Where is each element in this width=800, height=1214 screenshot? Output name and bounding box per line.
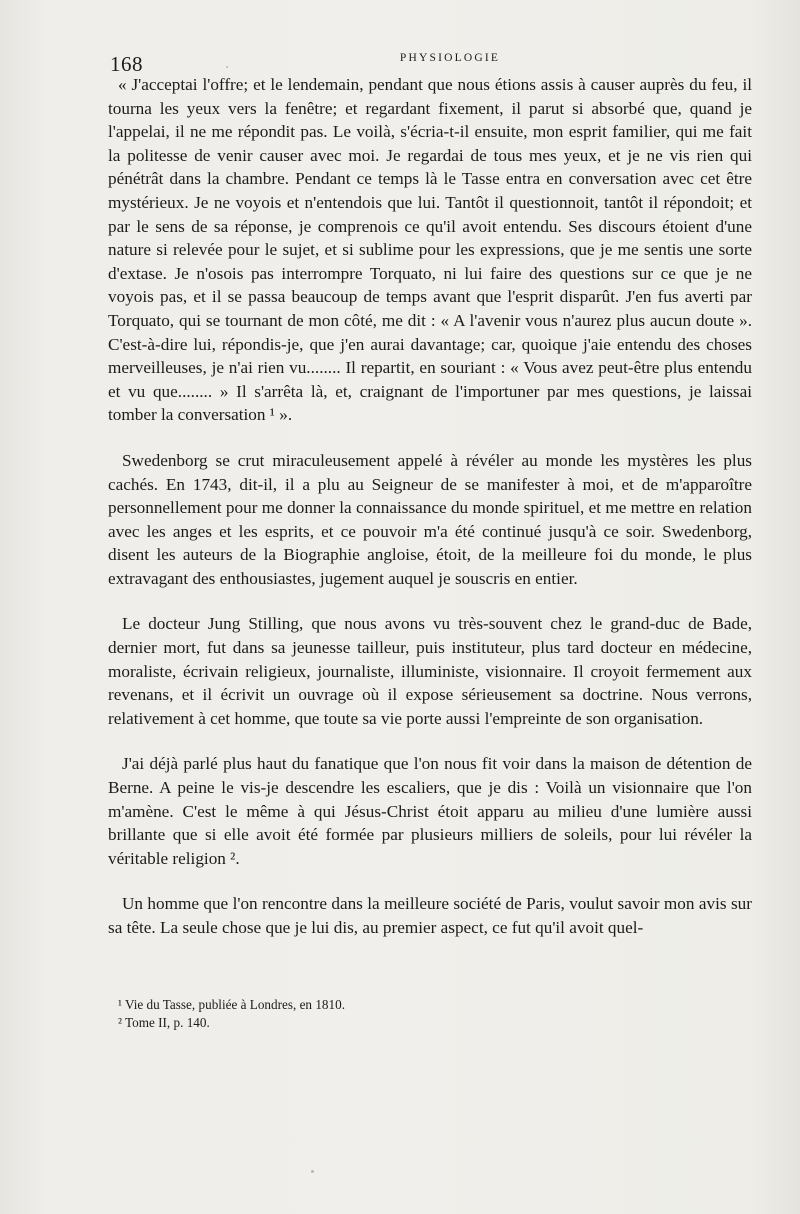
paragraph-berne-visionary: J'ai déjà parlé plus haut du fanatique que l'on nous fit voir dans la maison de détention de Berne. A peine le vis-je descendre les escaliers, que je dis : Voilà un visionnaire que l'on m'amène. C'est le même à qui Jésus-Christ étoit apparu au milieu d'une lumière aussi brillante que si elle avoit été formée par plusieurs milliers de soleils, pour lui révéler la véritable religion ². xyxy=(108,754,752,868)
footnote-1: ¹ Vie du Tasse, publiée à Londres, en 1810. xyxy=(118,997,345,1012)
page-header xyxy=(110,46,750,76)
paper-speck xyxy=(311,1170,314,1173)
paragraph-tasso-quote: « J'acceptai l'offre; et le lendemain, pendant que nous étions assis à causer auprès du feu, il tourna les yeux vers la fenêtre; et regardant fixement, il parut si absorbé que, quand je l'appelai, il ne me répondit pas. Le voilà, s'écria-t-il ensuite, mon esprit familier, qui me fait la politesse de venir causer avec moi. Je regardai de tous mes yeux, et je ne vis rien qui pénétrât dans la chambre. Pendant ce temps là le Tasse entra en conversation avec cet être mystérieux. Je ne voyois et n'entendois que lui. Tantôt il questionnoit, tantôt il répondoit; et par le sens de sa réponse, je comprenois ce qu'il avoit entendu. Ses discours étoient d'une nature si relevée pour le sujet, et si sublime pour les expressions, que je me sentis une sorte d'extase. Je n'osois pas interrompre Torquato, ni lui faire des questions sur ce que je ne voyois pas, et il se passa beaucoup de temps avant que l'esprit disparût. J'en fus averti par Torquato, qui se tournant de mon côté, me dit : « A l'avenir vous n'aurez plus aucun doute ». C'est-à-dire lui, répondis-je, que j'en aurai davantage; car, quoique j'aie entendu des choses merveilleuses, je n'ai rien vu........ Il repartit, en souriant : « Vous avez peut-être plus entendu et vu que........ » Il s'arrêta là, et, craignant de l'importuner par mes questions, je laissai tomber la conversation ¹ ». xyxy=(108,75,752,425)
footnote-2: ² Tome II, p. 140. xyxy=(118,1015,210,1030)
paragraph-swedenborg: Swedenborg se crut miraculeusement appelé à révéler au monde les mystères les plus cachés. En 1743, dit-il, il a plu au Seigneur de se manifester à moi, et de m'apparoître personnellement pour me donner la connaissance du monde spirituel, et me mettre en relation avec les anges et les esprits, et ce pouvoir m'a été continué jusqu'à ce soir. Swedenborg, disent les auteurs de la Biographie angloise, étoit, de la meilleure foi du monde, le plus extravagant des enthousiastes, jugement auquel je souscris en entier. xyxy=(108,450,752,588)
paragraph-jung-stilling: Le docteur Jung Stilling, que nous avons vu très-souvent chez le grand-duc de Bade, dernier mort, fut dans sa jeunesse tailleur, puis instituteur, plus tard docteur en médecine, moraliste, écrivain religieux, journaliste, illuministe, visionnaire. Il croyoit fermement aux revenans, et il écrivit un ouvrage où il expose sérieusement sa doctrine. Nous verrons, relativement à cet homme, que toute sa vie porte aussi l'empreinte de son organisation. xyxy=(108,614,752,728)
running-head: PHYSIOLOGIE xyxy=(399,52,501,64)
page-number: 168 xyxy=(110,52,143,76)
body-text xyxy=(108,73,752,940)
footnotes xyxy=(118,996,718,1032)
paragraph-paris-man: Un homme que l'on rencontre dans la meilleure société de Paris, voulut savoir mon avis sur sa tête. La seule chose que je lui dis, au premier aspect, ce fut qu'il avoit quel- xyxy=(108,894,752,937)
paper-speck xyxy=(226,66,228,68)
